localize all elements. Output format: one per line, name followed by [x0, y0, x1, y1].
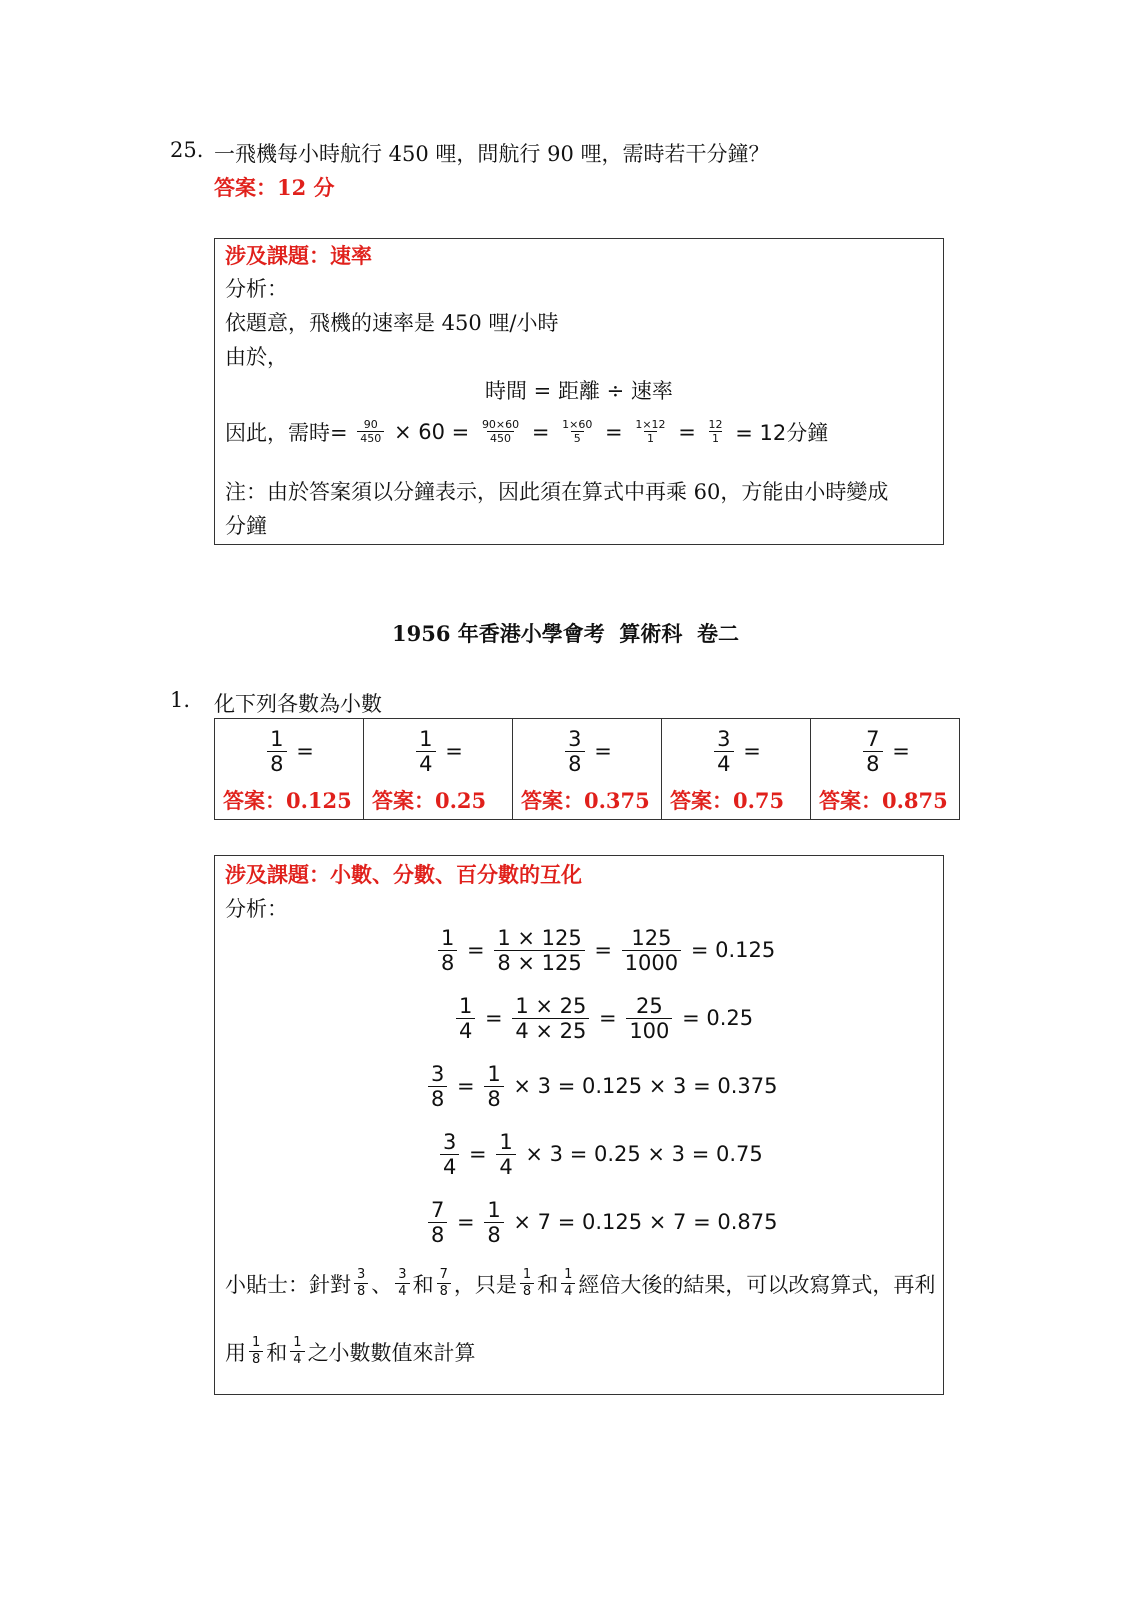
- denominator: 8: [484, 1222, 503, 1248]
- calc-result: = 12分鐘: [735, 421, 829, 445]
- note-line: 分鐘: [225, 514, 267, 538]
- numerator: 3: [398, 1267, 407, 1282]
- table-cell: [662, 719, 811, 820]
- denominator: 4: [714, 751, 733, 777]
- numerator: 1: [564, 1267, 573, 1282]
- denominator: 8: [428, 1222, 447, 1248]
- speed-formula: 時間 = 距離 ÷ 速率: [485, 379, 673, 403]
- analysis-label: 分析：: [225, 277, 288, 301]
- cell-answer: 答案：0.375: [521, 788, 650, 813]
- denominator: 4: [561, 1283, 575, 1300]
- equals-sign: =: [531, 420, 550, 444]
- denominator: 4: [456, 1018, 475, 1044]
- equation-result: × 3 = 0.125 × 3 = 0.375: [513, 1074, 778, 1099]
- time-calculation: [225, 417, 828, 447]
- analysis-line: 依題意，飛機的速率是 450 哩/小時: [225, 311, 559, 335]
- denominator: 4 × 25: [512, 1018, 589, 1044]
- equation-result: × 7 = 0.125 × 7 = 0.875: [513, 1210, 778, 1235]
- denominator: 8 × 125: [494, 950, 584, 976]
- tip-text: 和: [412, 1272, 434, 1297]
- equation-7-8: $\frac{7}{8}$ = $\frac{1}{8}$ × 7 = 0.125 × 7 = 0.875: [425, 1198, 777, 1248]
- cell-fraction: $\frac{1}{4}$ =: [364, 727, 512, 777]
- analysis-box-speed: [214, 238, 944, 545]
- numerator: 7: [866, 727, 880, 751]
- denominator: 1: [644, 431, 657, 445]
- equals-sign: =: [605, 420, 623, 444]
- fraction: [559, 419, 595, 446]
- operator: × 60 =: [393, 420, 470, 444]
- q25-answer: 答案：12 分: [214, 175, 335, 200]
- cell-fraction: $\frac{3}{8}$ =: [513, 727, 661, 777]
- tip-text: 和: [266, 1340, 288, 1365]
- numerator: 1: [293, 1335, 302, 1350]
- numerator: 1: [459, 994, 473, 1018]
- numerator: 90×60: [481, 417, 520, 431]
- numerator: 7: [431, 1198, 445, 1222]
- calc-prefix: 因此，需時=: [225, 421, 348, 445]
- numerator: 3: [431, 1062, 445, 1086]
- equation-3-8: $\frac{3}{8}$ = $\frac{1}{8}$ × 3 = 0.125 × 3 = 0.375: [425, 1062, 777, 1112]
- q1-number: 1.: [170, 688, 191, 712]
- numerator: 1: [270, 727, 284, 751]
- fraction: [290, 1336, 304, 1368]
- denominator: 8: [354, 1283, 368, 1300]
- denominator: 450: [487, 431, 514, 445]
- denominator: 4: [496, 1154, 515, 1180]
- equation-result: = 0.25: [682, 1006, 754, 1031]
- denominator: 8: [565, 751, 584, 777]
- equals-sign: =: [678, 420, 696, 444]
- q1-table: [214, 718, 960, 820]
- denominator: 100: [626, 1018, 672, 1044]
- denominator: 5: [571, 431, 584, 445]
- numerator: 1: [522, 1267, 532, 1282]
- cell-answer: 答案：0.875: [819, 788, 948, 813]
- fraction: [561, 1268, 575, 1300]
- table-cell: [513, 719, 662, 820]
- numerator: 1: [487, 1198, 501, 1222]
- fraction: [479, 419, 522, 446]
- analysis-label: 分析：: [225, 897, 288, 921]
- fraction: [249, 1336, 263, 1368]
- cell-answer: 答案：0.25: [372, 788, 487, 813]
- tip-text: 小貼士：針對: [225, 1272, 351, 1297]
- q25-number: 25.: [170, 138, 204, 162]
- equation-result: = 0.125: [690, 938, 776, 963]
- denominator: 8: [437, 1283, 451, 1300]
- note-line: 注：由於答案須以分鐘表示，因此須在算式中再乘 60，方能由小時變成: [225, 480, 889, 504]
- numerator: 3: [717, 727, 731, 751]
- fraction: [395, 1268, 409, 1300]
- tip-text: 用: [225, 1340, 246, 1365]
- numerator: 125: [631, 926, 672, 950]
- numerator: 1×12: [635, 417, 666, 431]
- cell-fraction: $\frac{7}{8}$ =: [811, 727, 959, 777]
- cell-fraction: $\frac{3}{4}$ =: [662, 727, 810, 777]
- q1-question: 化下列各數為小數: [214, 692, 382, 716]
- topic-heading: 涉及課題：小數、分數、百分數的互化: [225, 862, 582, 887]
- tip-text: 經倍大後的結果，可以改寫算式，再利: [578, 1272, 936, 1297]
- equation-3-4: $\frac{3}{4}$ = $\frac{1}{4}$ × 3 = 0.25 × 3 = 0.75: [437, 1130, 763, 1180]
- analysis-line: 由於，: [225, 345, 288, 369]
- numerator: 90: [363, 417, 378, 431]
- numerator: 3: [443, 1130, 457, 1154]
- numerator: 1: [487, 1062, 501, 1086]
- denominator: 8: [267, 751, 286, 777]
- q25-question: 一飛機每小時航行 450 哩，問航行 90 哩，需時若干分鐘？: [214, 142, 770, 166]
- denominator: 1000: [622, 950, 681, 976]
- analysis-box-conversion: [214, 855, 944, 1395]
- denominator: 4: [395, 1283, 409, 1300]
- numerator: 1 × 25: [515, 994, 587, 1018]
- tip-text: 、: [371, 1272, 393, 1297]
- topic-heading: 涉及課題：速率: [225, 243, 372, 268]
- numerator: 3: [357, 1267, 366, 1282]
- table-cell: [215, 719, 364, 820]
- fraction: [706, 419, 726, 446]
- numerator: 25: [635, 994, 663, 1018]
- cell-fraction: $\frac{1}{8}$ =: [215, 727, 363, 777]
- fraction: [354, 1268, 368, 1300]
- equation-result: × 3 = 0.25 × 3 = 0.75: [525, 1142, 763, 1167]
- section-title: 1956 年香港小學會考 算術科 卷二: [391, 621, 739, 646]
- denominator: 4: [416, 751, 435, 777]
- numerator: 1 × 125: [497, 926, 582, 950]
- fraction: [520, 1268, 534, 1300]
- cell-answer: 答案：0.75: [670, 788, 785, 813]
- tip-line: [225, 1336, 476, 1368]
- equation-1-8: $\frac{1}{8}$ = $\frac{1 \times 125}{8 \times 125}$ = $\frac{125}{1000}$ = 0.125: [435, 926, 775, 976]
- numerator: 3: [568, 727, 582, 751]
- tip-line: [225, 1268, 935, 1300]
- numerator: 1: [441, 926, 455, 950]
- numerator: 12: [708, 417, 723, 431]
- denominator: 4: [440, 1154, 459, 1180]
- denominator: 8: [428, 1086, 447, 1112]
- numerator: 1×60: [562, 417, 593, 431]
- equation-1-4: $\frac{1}{4}$ = $\frac{1 \times 25}{4 \times 25}$ = $\frac{25}{100}$ = 0.25: [453, 994, 753, 1044]
- tip-text: ，只是: [453, 1272, 517, 1297]
- denominator: 8: [438, 950, 457, 976]
- cell-answer: 答案：0.125: [223, 788, 352, 813]
- table-cell: [364, 719, 513, 820]
- numerator: 7: [439, 1267, 448, 1282]
- denominator: 8: [520, 1283, 534, 1300]
- tip-text: 和: [537, 1272, 559, 1297]
- tip-text: 之小數數值來計算: [307, 1340, 476, 1365]
- denominator: 1: [709, 431, 722, 445]
- denominator: 8: [863, 751, 882, 777]
- denominator: 450: [357, 431, 384, 445]
- numerator: 1: [252, 1335, 261, 1350]
- table-cell: [811, 719, 960, 820]
- numerator: 1: [419, 727, 433, 751]
- numerator: 1: [499, 1130, 513, 1154]
- denominator: 8: [484, 1086, 503, 1112]
- denominator: 8: [249, 1351, 263, 1368]
- denominator: 4: [290, 1351, 304, 1368]
- fraction: [357, 419, 384, 446]
- fraction: [632, 419, 668, 446]
- fraction: [437, 1268, 451, 1300]
